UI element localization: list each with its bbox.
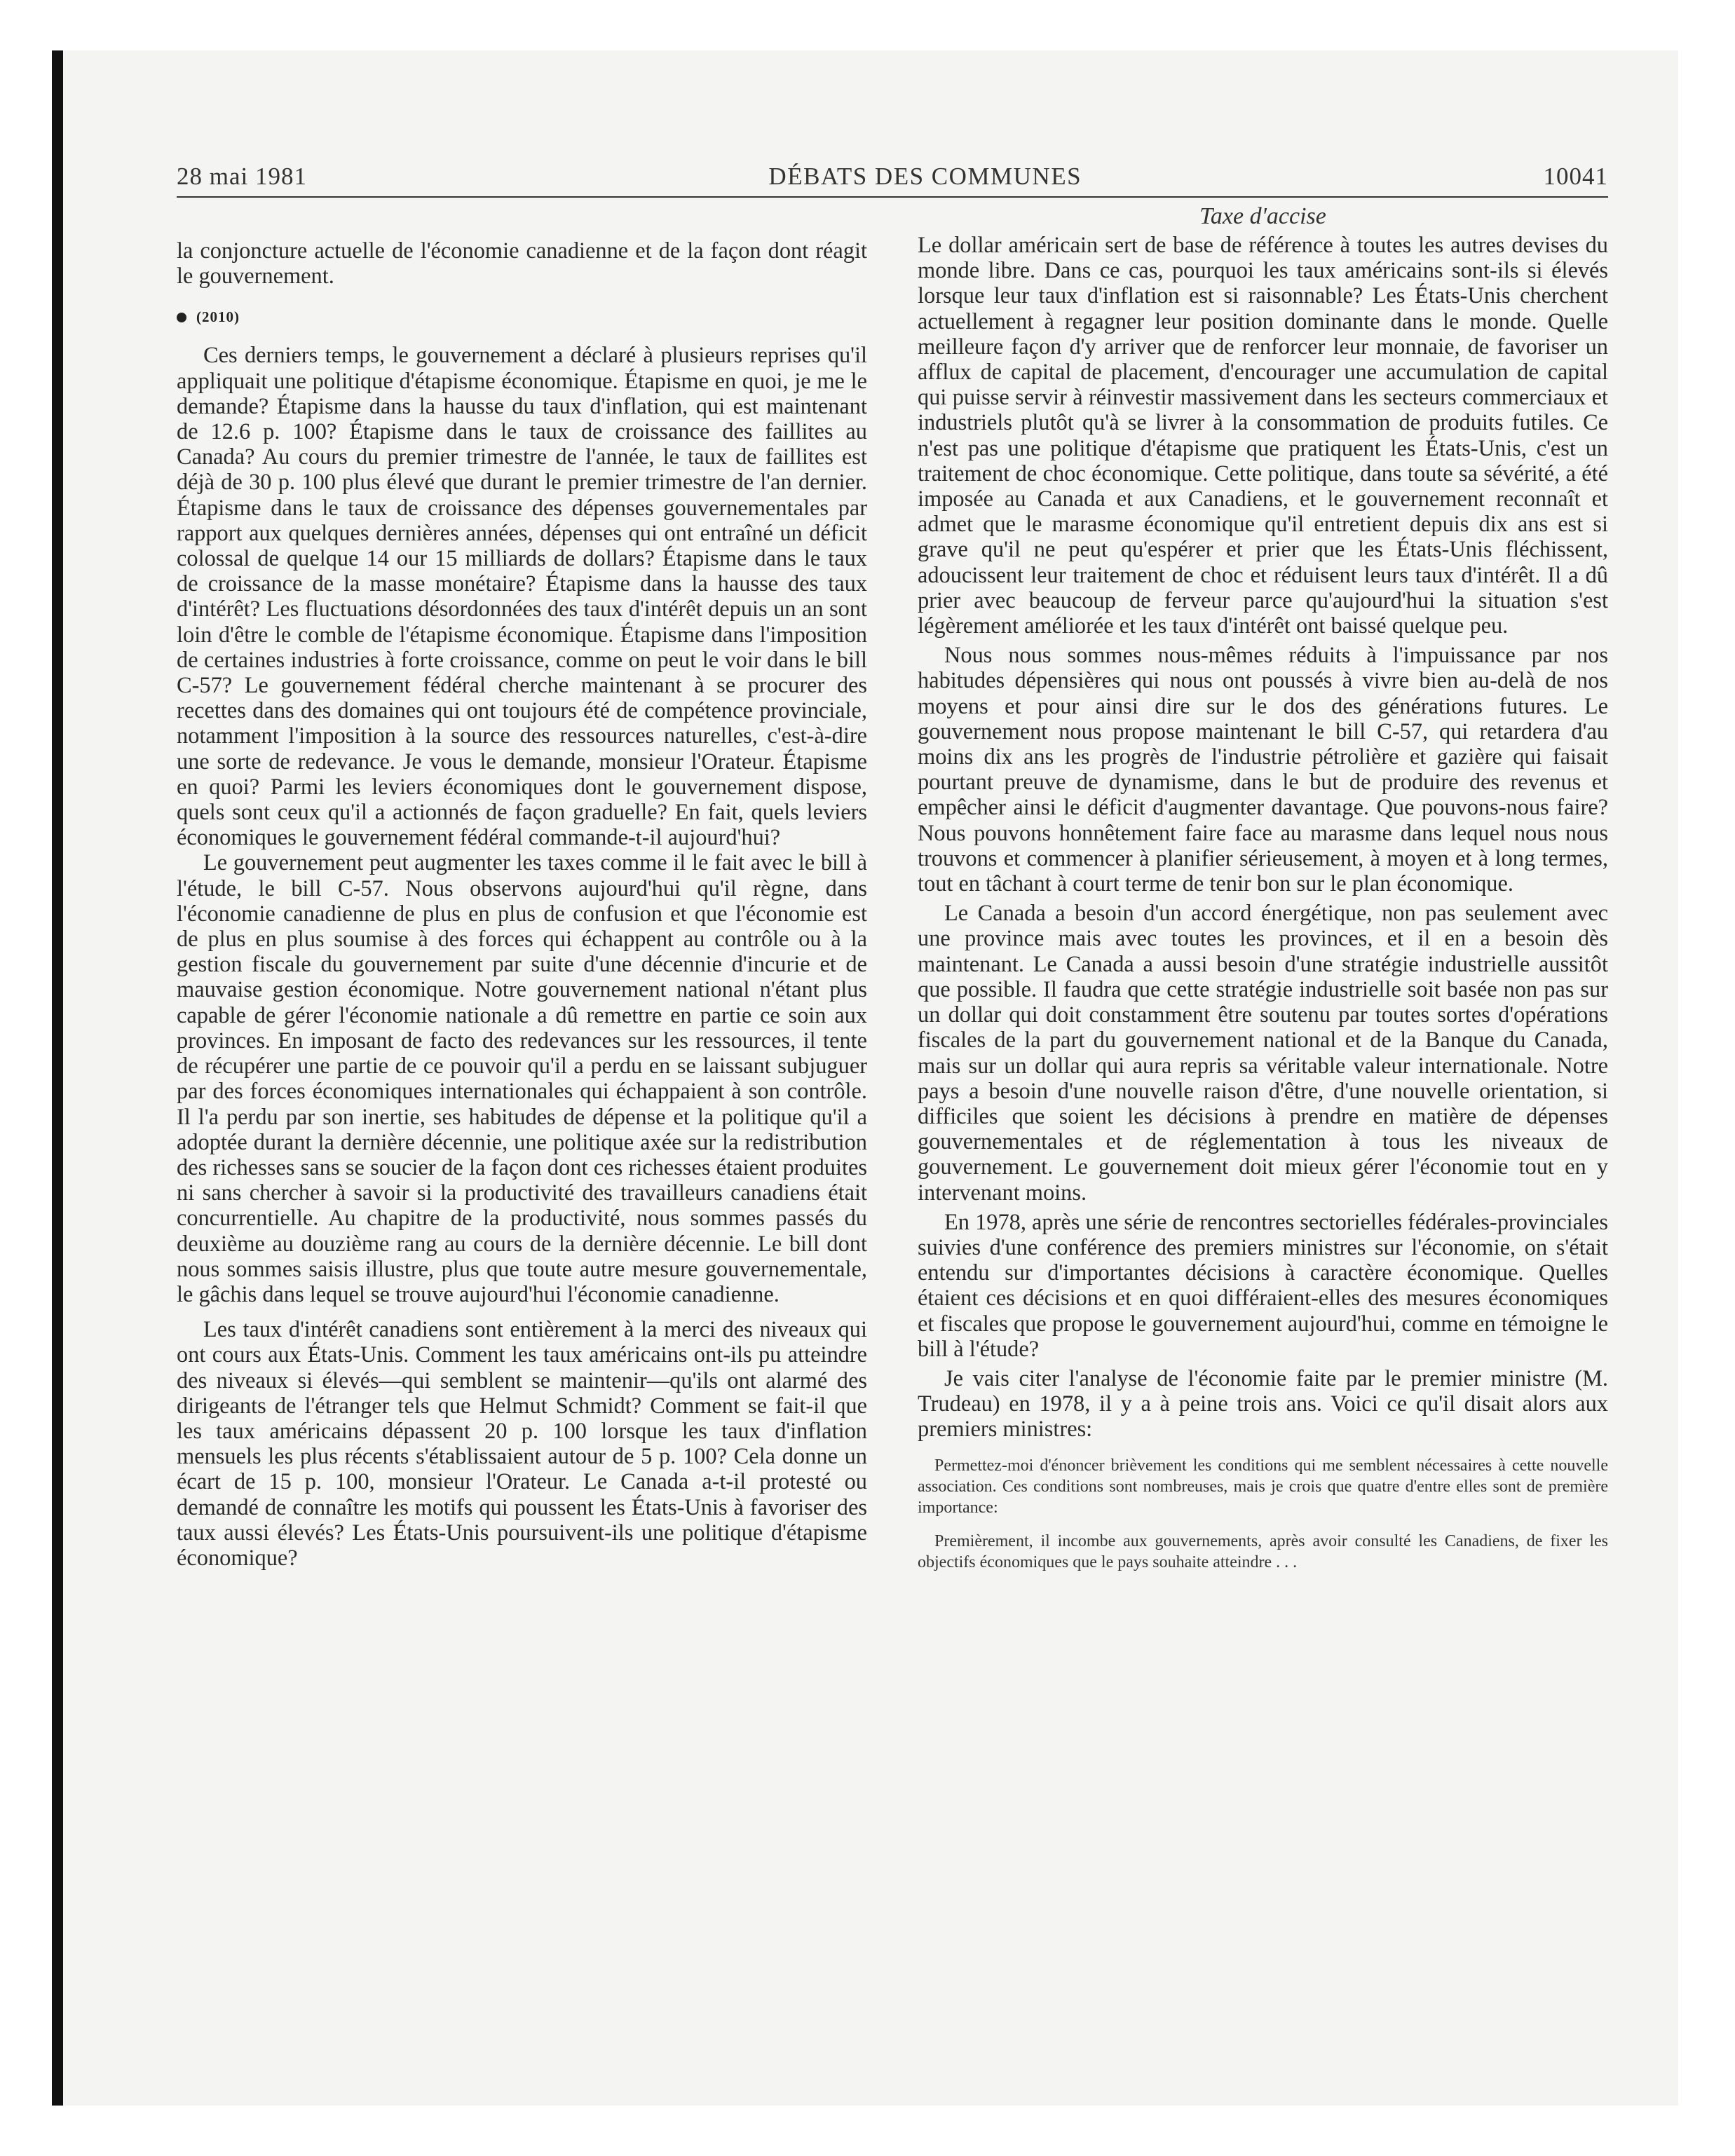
- left-column: [177, 238, 867, 1573]
- header-date: 28 mai 1981: [177, 163, 307, 190]
- right-paragraph: Je vais citer l'analyse de l'économie faite par le premier ministre (M. Trudeau) en 1978, il y a à peine trois ans. Voici ce qu'il disait alors aux premiers ministres:: [918, 1365, 1608, 1442]
- header-page-number: 10041: [1543, 163, 1608, 190]
- quotation: Permettez-moi d'énoncer brièvement les conditions qui me semblent nécessaires à cette nouvelle association. Ces conditions sont nombreuses, mais je crois que quatre d'entre elles sont de première importance:: [918, 1456, 1608, 1517]
- quotation: Premièrement, il incombe aux gouvernements, après avoir consulté les Canadiens, de fixer les objectifs économiques que le pays souhaite atteindre . . .: [918, 1531, 1608, 1571]
- left-paragraph: Le gouvernement peut augmenter les taxes comme il le fait avec le bill à l'étude, le bill C-57. Nous observons aujourd'hui qu'il règne, dans l'économie canadienne de plus en plus de confusion et que l'économie est de plus en plus soumise à des forces qui échappent au contrôle ou à la gestion fiscale du gouvernement par suite d'une décennie d'incurie et de mauvaise gestion économique. Notre gouvernement national n'étant plus capable de gérer l'économie nationale a dû remettre en partie ce soin aux provinces. En imposant de facto des redevances sur les ressources, il tente de récupérer une partie de ce pouvoir qu'il a perdu en se laissant subjuguer par des forces économiques internationales qui échappaient à son contrôle. Il l'a perdu par son inertie, ses habitudes de dépense et la politique qu'il a adoptée durant la dernière décennie, une politique axée sur la redistribution des richesses sans se soucier de la façon dont ces richesses étaient produites ni sans chercher à savoir si la productivité des travailleurs canadiens était concurrentielle. Au chapitre de la productivité, nous sommes passés du deuxième au douzième rang au cours de la dernière décennie. Le bill dont nous sommes saisis illustre, plus que toute autre mesure gouvernementale, le gâchis dans lequel se trouve aujourd'hui l'économie canadienne.: [177, 850, 867, 1307]
- bullet-icon: [177, 313, 186, 322]
- time-marker: [177, 308, 867, 326]
- two-column-body: [177, 203, 1608, 1573]
- left-opening-paragraph: la conjoncture actuelle de l'économie canadienne et de la façon dont réagit le gouvernement.: [177, 238, 867, 289]
- right-paragraph: Le Canada a besoin d'un accord énergétique, non pas seulement avec une province mais avec toutes les provinces, et il en a besoin dès maintenant. Le Canada a aussi besoin d'une stratégie industrielle aussitôt que possible. Il faudra que cette stratégie industrielle soit basée non pas sur un dollar qui doit constamment être soutenu par toutes sortes d'opérations fiscales de la part du gouvernement national et de la Banque du Canada, mais sur un dollar qui aura repris sa véritable valeur internationale. Notre pays a besoin d'une nouvelle raison d'être, d'une nouvelle orientation, si difficiles que soient les décisions à prendre en matière de dépenses gouvernementales et de réglementation à tous les niveaux de gouvernement. Le gouvernement doit mieux gérer l'économie tout en y intervenant moins.: [918, 901, 1608, 1206]
- right-paragraph: Nous nous sommes nous-mêmes réduits à l'impuissance par nos habitudes dépensières qui nous ont poussés à vivre bien au-delà de nos moyens et pour ainsi dire sur le dos des générations futures. Le gouvernement nous propose maintenant le bill C-57, qui retardera d'au moins dix ans les progrès de l'industrie pétrolière et gazière qui faisait pourtant preuve de dynamisme, dans le but de produire des revenus et empêcher ainsi le déficit d'augmenter davantage. Que pouvons-nous faire? Nous pouvons honnêtement faire face au marasme dans lequel nous nous trouvons et commencer à planifier sérieusement, à moyen et à long termes, tout en tâchant à court terme de tenir bon sur le plan économique.: [918, 643, 1608, 897]
- right-opening-paragraph: Le dollar américain sert de base de référence à toutes les autres devises du monde libre. Dans ce cas, pourquoi les taux américains sont-ils si élevés lorsque leur taux d'inflation est si raisonnable? Les États-Unis cherchent actuellement à regagner leur position dominante dans le monde. Quelle meilleure façon d'y arriver que de renforcer leur monnaie, de favoriser un afflux de capital de placement, d'encourager une accumulation de capital qui puisse servir à réinvestir massivement dans les secteurs commerciaux et industriels plutôt qu'à se livrer à la consommation de produits futiles. Ce n'est pas une politique d'étapisme que pratiquent les États-Unis, c'est un traitement de choc économique. Cette politique, dans toute sa sévérité, a été imposée au Canada et aux Canadiens, et le gouvernement reconnaît et admet que le marasme économique qu'il entretient depuis dix ans est si grave qu'il ne peut qu'espérer et prier que les États-Unis fléchissent, adoucissent leur traitement de choc et réduisent leurs taux d'intérêt. Il a dû prier avec beaucoup de ferveur parce qu'aujourd'hui la situation s'est légèrement améliorée et les taux d'intérêt ont baissé quelque peu.: [918, 233, 1608, 639]
- left-paragraph: Ces derniers temps, le gouvernement a déclaré à plusieurs reprises qu'il appliquait une politique d'étapisme économique. Étapisme en quoi, je me le demande? Étapisme dans la hausse du taux d'inflation, qui est maintenant de 12.6 p. 100? Étapisme dans le taux de croissance des faillites au Canada? Au cours du premier trimestre de l'année, le taux de faillites est déjà de 30 p. 100 plus élevé que durant le premier trimestre de l'an dernier. Étapisme dans le taux de croissance des dépenses gouvernementales par rapport aux quelques dernières années, dépenses qui ont entraîné un déficit colossal de quelque 14 our 15 milliards de dollars? Étapisme dans le taux de croissance de la masse monétaire? Étapisme dans la hausse des taux d'intérêt? Les fluctuations désordonnées des taux d'intérêt depuis un an sont loin d'être le comble de l'étapisme économique. Étapisme dans l'imposition de certaines industries à forte croissance, comme on peut le voir dans le bill C-57? Le gouvernement fédéral cherche maintenant à se procurer des recettes dans des domaines qui ont toujours été de compétence provinciale, notamment l'imposition à la source des ressources naturelles, c'est-à-dire une sorte de redevance. Je vous le demande, monsieur l'Orateur. Étapisme en quoi? Parmi les leviers économiques dont le gouvernement dispose, quels sont ceux qu'il a actionnés de façon graduelle? En fait, quels leviers économiques le gouvernement fédéral commande-t-il aujourd'hui?: [177, 343, 867, 851]
- section-title: Taxe d'accise: [1199, 203, 1326, 229]
- header-title: DÉBATS DES COMMUNES: [768, 163, 1082, 190]
- left-paragraph: Les taux d'intérêt canadiens sont entièrement à la merci des niveaux qui ont cours aux États-Unis. Comment les taux américains ont-ils pu atteindre des niveaux si élevés—qui semblent se maintenir—qu'ils ont alarmé des dirigeants de l'étranger tels que Helmut Schmidt? Comment se fait-il que les taux américains dépassent 20 p. 100 lorsque les taux d'inflation mensuels les plus récents s'établissaient autour de 5 p. 100? Cela donne un écart de 15 p. 100, monsieur l'Orateur. Le Canada a-t-il protesté ou demandé de connaître les motifs qui poussent les États-Unis à favoriser des taux aussi élevés? Les États-Unis poursuivent-ils une politique d'étapisme économique?: [177, 1317, 867, 1571]
- right-paragraph: En 1978, après une série de rencontres sectorielles fédérales-provinciales suivies d'une conférence des premiers ministres sur l'économie, on s'était entendu sur d'importantes décisions à caractère économique. Quelles étaient ces décisions et en quoi différaient-elles des mesures économiques et fiscales que propose le gouvernement aujourd'hui, comme en témoigne le bill à l'étude?: [918, 1209, 1609, 1362]
- scan-edge-bar: [52, 50, 63, 2106]
- right-column: [918, 203, 1608, 1573]
- page-header: [177, 163, 1608, 198]
- time-marker-code: (2010): [196, 308, 240, 326]
- document-page: [177, 163, 1608, 1573]
